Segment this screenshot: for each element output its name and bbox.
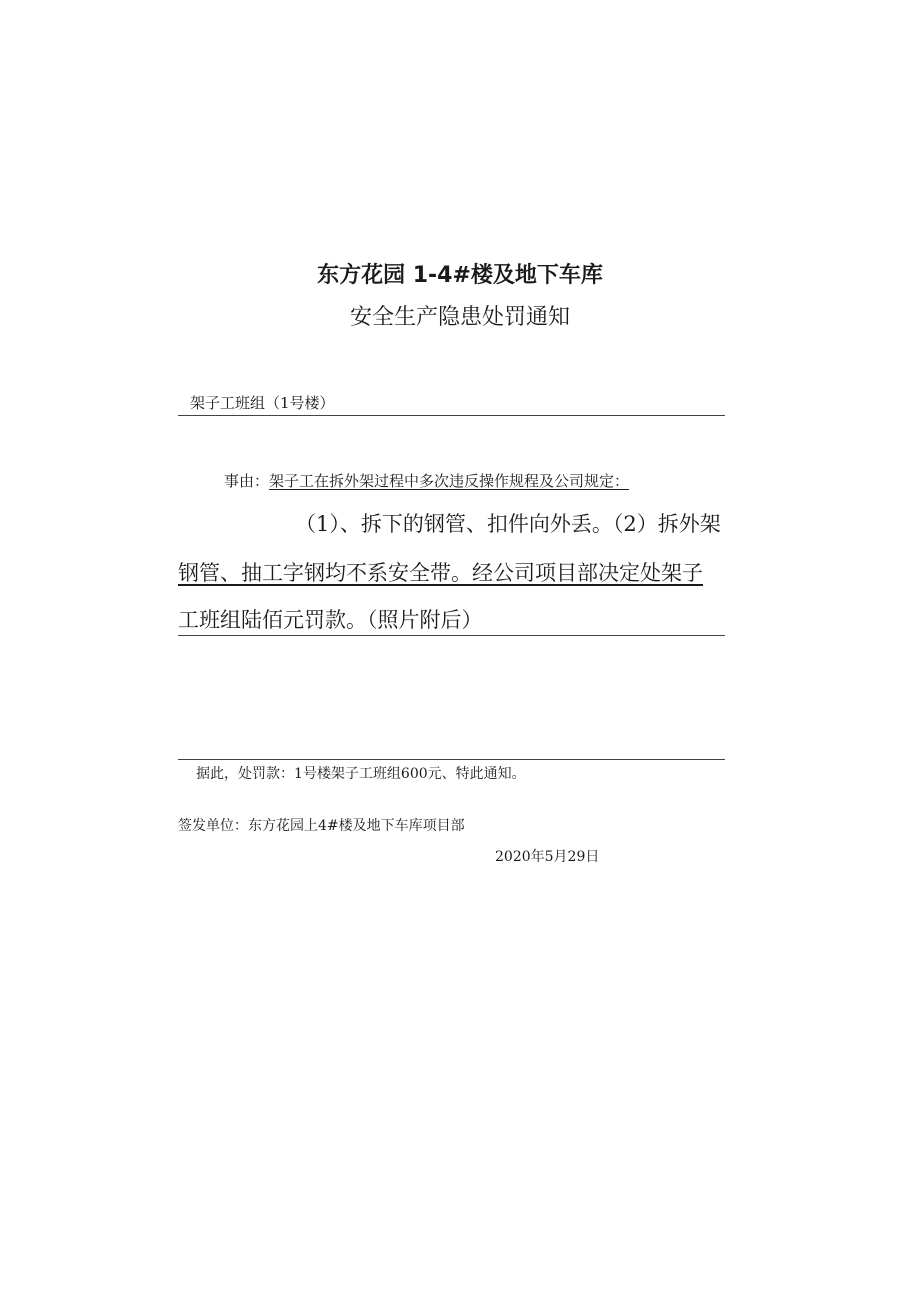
issue-date: 2020年5月29日 [495, 849, 600, 865]
recipient-underline [178, 415, 725, 416]
body-line-2: 钢管、抽工字钢均不系安全带。经公司项目部决定处架子 [178, 561, 703, 585]
body-line-1: （1）、拆下的钢管、扣件向外丢。（2）拆外架 [295, 512, 721, 536]
reason-label: 事由： [224, 472, 270, 490]
decision-text: 据此，处罚款：1号楼架子工班组600元、特此通知。 [196, 766, 526, 782]
recipient-line: 架子工班组（1号楼） [190, 394, 335, 412]
issuer-text: 签发单位：东方花园上4#楼及地下车库项目部 [178, 818, 465, 834]
body-underline [178, 635, 725, 636]
body-line-3: 工班组陆佰元罚款。（照片附后） [178, 608, 483, 632]
document-subtitle: 安全生产隐患处罚通知 [349, 305, 570, 330]
reason-text: 架子工在拆外架过程中多次违反操作规程及公司规定： [269, 472, 630, 490]
document-title: 东方花园 1-4#楼及地下车库 [317, 263, 603, 288]
decision-divider [178, 759, 725, 760]
reason-line [224, 470, 629, 491]
